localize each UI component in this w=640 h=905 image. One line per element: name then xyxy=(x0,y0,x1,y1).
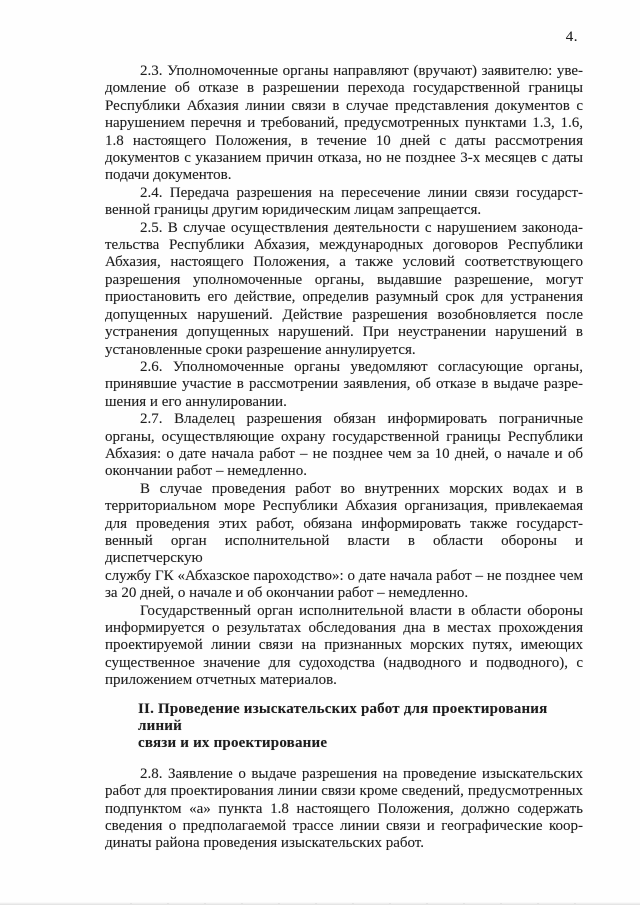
text-line: приложением отчетных материалов. xyxy=(105,672,337,689)
text-line: 1.8 настоящего Положения, в течение 10 дней с даты рассмотрения xyxy=(105,132,583,149)
text-line: 2.5. В случае осуществления деятельности с нарушением законода- xyxy=(140,219,583,236)
text-line: Республики Абхазия линии связи в случае представления документов с xyxy=(105,97,583,114)
text-line: информируется о результатах обследования дна в местах прохождения xyxy=(105,620,583,636)
text-line: В случае проведения работ во внутренних морских водах и в xyxy=(140,480,583,497)
text-line: проектируемой линии связи на признанных морских путях, имеющих xyxy=(105,637,583,654)
text-line: работ для проектирования линии связи кроме сведений, предусмотренных xyxy=(105,783,583,800)
paragraph xyxy=(105,220,583,359)
text-line: венный орган исполнительной власти в области обороны и диспетчерскую xyxy=(105,532,583,567)
text-line: тельства Республики Абхазия, международных договоров Республики xyxy=(105,237,583,254)
paragraph xyxy=(105,63,583,185)
text-line: установленные сроки разрешение аннулируется. xyxy=(105,341,416,358)
section-heading xyxy=(105,701,583,753)
paragraph xyxy=(105,603,583,690)
text-line: службу ГК «Абхазское пароходство»: о дате начала работ – не позднее чем xyxy=(105,567,583,584)
text-line: 2.4. Передача разрешения на пересечение линии связи государст- xyxy=(140,184,583,201)
paragraph xyxy=(105,185,583,220)
paragraph xyxy=(105,411,583,481)
text-line: II. Проведение изыскательских работ для проектирования линий xyxy=(138,700,548,735)
text-line: сведения о предполагаемой трассе линии связи и географические коор- xyxy=(105,818,583,835)
text-line: окончании работ – немедленно. xyxy=(105,463,307,480)
page-number: 4. xyxy=(565,29,578,45)
text-line: для проведения этих работ, обязана информировать также государст- xyxy=(105,515,583,532)
text-line: устранения допущенных нарушений. При неустранении нарушений в xyxy=(105,324,583,341)
text-line: Государственный орган исполнительной власти в области обороны xyxy=(140,602,583,619)
text-line: связи и их проектирование xyxy=(138,735,328,752)
text-line: шения и его аннулировании. xyxy=(105,393,287,410)
text-line: документов с указанием причин отказа, но не позднее 3-х месяцев с даты xyxy=(105,150,583,167)
text-line: венной границы другим юридическим лицам запрещается. xyxy=(105,202,482,219)
text-line: приостановить его действие, определив разумный срок для устранения xyxy=(105,289,583,306)
text-line: 2.6. Уполномоченные органы уведомляют согласующие органы, xyxy=(140,358,583,375)
document-text xyxy=(105,63,583,853)
paragraph xyxy=(105,359,583,411)
text-line: разрешения уполномоченные органы, выдавшие разрешение, могут xyxy=(105,271,583,288)
text-line: Абхазия, настоящего Положения, а также условий соответствующего xyxy=(105,254,583,271)
text-line: органы, осуществляющие охрану государственной границы Республики xyxy=(105,428,583,445)
text-line: за 20 дней, о начале и об окончании работ – немедленно. xyxy=(105,585,469,602)
text-line: принявшие участие в рассмотрении заявления, об отказе в выдаче разре- xyxy=(105,376,583,393)
paragraph xyxy=(105,481,583,603)
text-line: домление об отказе в разрешении перехода государственной границы xyxy=(105,80,583,97)
text-line: 2.8. Заявление о выдаче разрешения на проведение изыскательских xyxy=(140,765,583,782)
text-line: 2.7. Владелец разрешения обязан информировать пограничные xyxy=(140,411,583,428)
text-line: нарушением перечня и требований, предусмотренных пунктами 1.3, 1.6, xyxy=(105,115,583,132)
text-line: территориальном море Республики Абхазия организация, привлекаемая xyxy=(105,498,583,515)
text-line: подпунктом «а» пункта 1.8 настоящего Положения, должно содержать xyxy=(105,800,583,817)
text-line: подачи документов. xyxy=(105,167,232,184)
text-line: существенное значение для судоходства (надводного и подводного), с xyxy=(105,654,583,671)
text-line: допущенных нарушений. Действие разрешения возобновляется после xyxy=(105,306,583,323)
text-line: динаты района проведения изыскательских работ. xyxy=(105,835,424,852)
paragraph xyxy=(105,766,583,853)
text-line: Абхазия: о дате начала работ – не позднее чем за 10 дней, о начале и об xyxy=(105,445,583,462)
text-line: 2.3. Уполномоченные органы направляют (вручают) заявителю: уве- xyxy=(140,63,583,79)
